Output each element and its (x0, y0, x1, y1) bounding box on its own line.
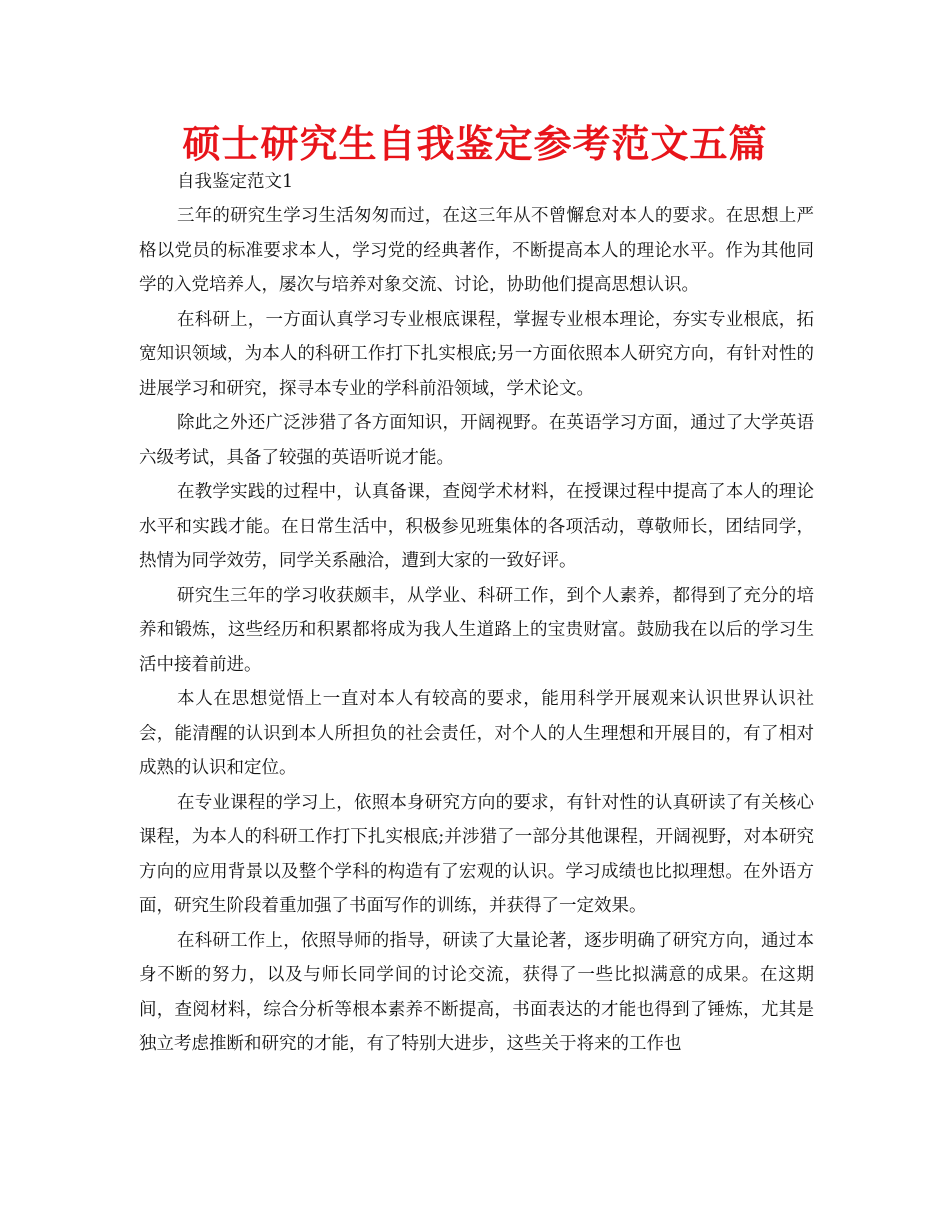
paragraph-5: 研究生三年的学习收获颇丰，从学业、科研工作，到个人素养，都得到了充分的培养和锻炼，这些经历和积累都将成为我人生道路上的宝贵财富。鼓励我在以后的学习生活中接着前进。 (139, 585, 814, 675)
paragraph-2: 在科研上，一方面认真学习专业根底课程，掌握专业根本理论，夯实专业根底，拓宽知识领域，为本人的科研工作打下扎实根底;另一方面依照本人研究方向，有针对性的进展学习和研究，探寻本专业的学科前沿领域，学术论文。 (139, 309, 814, 399)
paragraph-3: 除此之外还广泛涉猎了各方面知识，开阔视野。在英语学习方面，通过了大学英语六级考试，具备了较强的英语听说才能。 (139, 413, 814, 468)
section-label: 自我鉴定范文1 (177, 172, 294, 192)
paragraph-4: 在教学实践的过程中，认真备课，查阅学术材料，在授课过程中提高了本人的理论水平和实践才能。在日常生活中，积极参见班集体的各项活动，尊敬师长，团结同学，热情为同学效劳，同学关系融洽，遭到大家的一致好评。 (139, 482, 814, 571)
paragraph-7: 在专业课程的学习上，依照本身研究方向的要求，有针对性的认真研读了有关核心课程，为本人的科研工作打下扎实根底;并涉猎了一部分其他课程，开阔视野，对本研究方向的应用背景以及整个学科的构造有了宏观的认识。学习成绩也比拟理想。在外语方面，研究生阶段着重加强了书面写作的训练，并获得了一定效果。 (139, 792, 814, 916)
document-body (139, 166, 814, 1062)
document-title: 硕士研究生自我鉴定参考范文五篇 (182, 122, 768, 166)
paragraph-1: 三年的研究生学习生活匆匆而过，在这三年从不曾懈怠对本人的要求。在思想上严格以党员的标准要求本人，学习党的经典著作，不断提高本人的理论水平。作为其他同学的入党培养人，屡次与培养对象交流、讨论，协助他们提高思想认识。 (139, 206, 814, 295)
paragraph-8: 在科研工作上，依照导师的指导，研读了大量论著，逐步明确了研究方向，通过本身不断的努力，以及与师长同学间的讨论交流，获得了一些比拟满意的成果。在这期间，查阅材料，综合分析等根本素养不断提高，书面表达的才能也得到了锤炼，尤其是独立考虑推断和研究的才能，有了特别大进步，这些关于将来的工作也 (139, 930, 814, 1054)
paragraph-6: 本人在思想觉悟上一直对本人有较高的要求，能用科学开展观来认识世界认识社会，能清醒的认识到本人所担负的社会责任，对个人的人生理想和开展目的，有了相对成熟的认识和定位。 (139, 689, 814, 778)
